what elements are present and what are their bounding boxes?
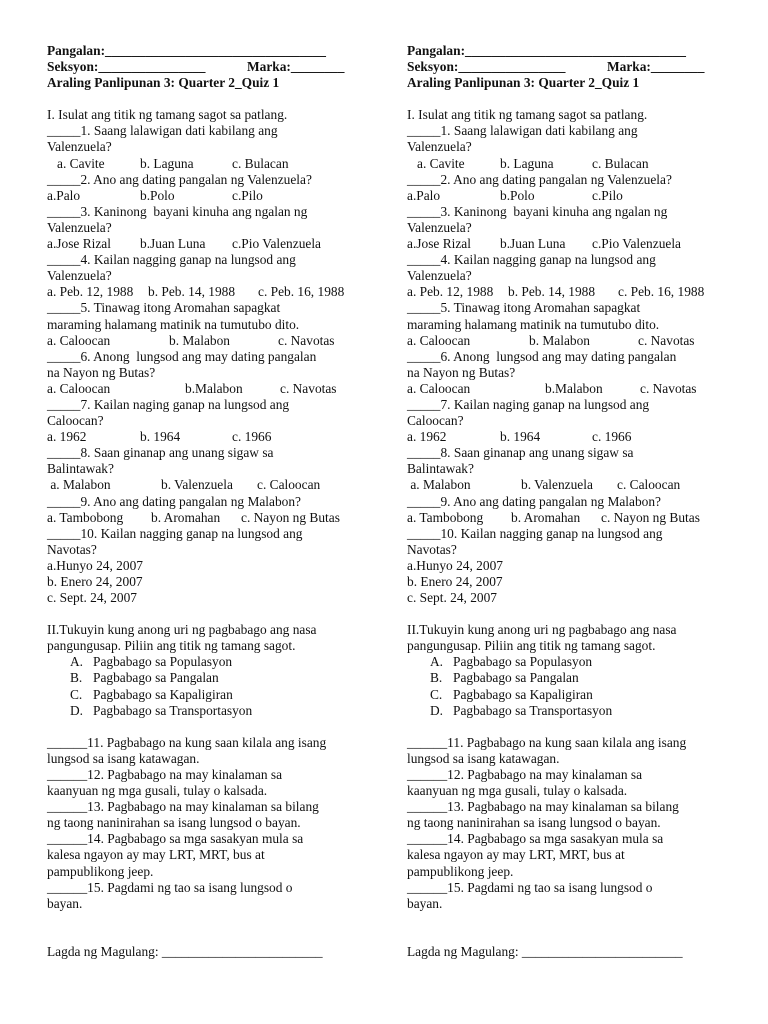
option: b. Laguna (500, 155, 554, 171)
option: a. Peb. 12, 1988 (407, 284, 494, 300)
part2-instruction: II.Tukuyin kung anong uri ng pagbabago ang nasa (47, 622, 317, 638)
choice-letter: C. (70, 686, 83, 702)
question-text: Balintawak? (407, 461, 474, 477)
option: b. 1964 (140, 429, 181, 445)
choice-text: Pagbabago sa Transportasyon (453, 702, 613, 718)
question-text: na Nayon ng Butas? (47, 364, 156, 380)
option: a. Malabon (47, 477, 111, 493)
option: a. Malabon (407, 477, 471, 493)
choice-letter: D. (70, 702, 84, 718)
name-line: Pangalan:_________________________________ (47, 43, 326, 58)
question-text: _____3. Kaninong bayani kinuha ang ngalan ng (47, 203, 308, 219)
option: a.Palo (407, 187, 441, 203)
question-text: kalesa ngayon ay may LRT, MRT, bus at (407, 847, 625, 863)
option: b. Peb. 14, 1988 (508, 284, 596, 300)
question-text: _____4. Kailan nagging ganap na lungsod ang (47, 252, 296, 268)
question-text: ______14. Pagbabago sa mga sasakyan mula sa (47, 831, 304, 847)
choice-item (407, 687, 737, 703)
question-text: ______12. Pagbabago na may kinalaman sa (407, 766, 643, 782)
option: b.Polo (500, 187, 535, 203)
option: c. Nayon ng Butas (601, 509, 700, 525)
option: b. Enero 24, 2007 (47, 574, 143, 589)
option: b. Aromahan (151, 509, 221, 525)
question-text: _____1. Saang lalawigan dati kabilang ang (407, 123, 638, 139)
question-text: _____3. Kaninong bayani kinuha ang ngalan ng (407, 203, 668, 219)
answer-options (407, 381, 737, 397)
option: a. 1962 (47, 429, 87, 445)
question-text: Navotas? (407, 541, 457, 557)
option: b. Laguna (140, 155, 194, 171)
choice-item (407, 703, 737, 719)
question-text: Balintawak? (47, 461, 114, 477)
option: c. 1966 (592, 429, 632, 445)
option: c. Navotas (638, 332, 695, 348)
choice-letter: B. (70, 670, 83, 686)
answer-options (407, 236, 737, 252)
option: b. Valenzuela (521, 477, 593, 493)
question-text: _____8. Saan ginanap ang unang sigaw sa (407, 445, 634, 461)
question-text: na Nayon ng Butas? (407, 364, 516, 380)
quiz-title: Araling Panlipunan 3: Quarter 2_Quiz 1 (407, 75, 640, 91)
question-text: _____6. Anong lungsod ang may dating pangalan (47, 348, 317, 364)
section-line: Seksyon:________________ (47, 59, 206, 75)
option: b. Aromahan (511, 509, 581, 525)
question-text: _____7. Kailan naging ganap na lungsod ang (47, 396, 290, 412)
answer-options (47, 429, 377, 445)
choice-text: Pagbabago sa Kapaligiran (453, 686, 593, 702)
answer-options (407, 333, 737, 349)
choice-letter: B. (430, 670, 443, 686)
section-line: Seksyon:________________ (407, 59, 566, 75)
section-grade-row (407, 59, 737, 75)
option: c. Navotas (280, 380, 337, 396)
question-text: Caloocan? (47, 413, 104, 429)
option: a.Hunyo 24, 2007 (407, 557, 503, 573)
answer-options (407, 156, 737, 172)
question-text: ______12. Pagbabago na may kinalaman sa (47, 766, 283, 782)
question-text: kaanyuan ng mga gusali, tulay o kalsada. (407, 783, 628, 799)
option: c.Pilo (232, 187, 263, 203)
choice-text: Pagbabago sa Pangalan (453, 670, 579, 686)
option: a.Palo (47, 187, 81, 203)
question-text: _____5. Tinawag itong Aromahan sapagkat (47, 300, 281, 316)
option: b.Malabon (545, 380, 603, 396)
option: c. Nayon ng Butas (241, 509, 340, 525)
option: a. Cavite (417, 155, 465, 171)
option: a. Peb. 12, 1988 (47, 284, 134, 300)
question-text: maraming halamang matinik na tumutubo dito. (407, 316, 660, 332)
option: b. Malabon (529, 332, 590, 348)
answer-options (47, 156, 377, 172)
choice-text: Pagbabago sa Populasyon (93, 654, 233, 670)
choice-text: Pagbabago sa Pangalan (93, 670, 219, 686)
question-text: ______11. Pagbabago na kung saan kilala ang isang (407, 734, 687, 750)
question-text: lungsod sa isang katawagan. (407, 750, 560, 766)
quiz-copy-right (407, 43, 737, 960)
question-text: bayan. (47, 895, 83, 911)
question-text: _____9. Ano ang dating pangalan ng Malabon? (47, 493, 301, 509)
question-text: ______13. Pagbabago na may kinalaman sa bilang (407, 799, 679, 815)
option: a. Caloocan (47, 332, 111, 348)
option: a. Tambobong (407, 509, 484, 525)
option: a.Hunyo 24, 2007 (47, 557, 143, 573)
question-text: _____10. Kailan nagging ganap na lungsod ang (407, 525, 663, 541)
option: a. Caloocan (407, 332, 471, 348)
question-text: _____8. Saan ginanap ang unang sigaw sa (47, 445, 274, 461)
answer-options (47, 333, 377, 349)
option: b. Enero 24, 2007 (407, 574, 503, 589)
option: b.Malabon (185, 380, 243, 396)
question-text: kaanyuan ng mga gusali, tulay o kalsada. (47, 783, 268, 799)
question-text: ______11. Pagbabago na kung saan kilala ang isang (47, 734, 327, 750)
choice-letter: C. (430, 686, 443, 702)
question-text: pampublikong jeep. (47, 863, 154, 879)
question-text: Valenzuela? (47, 139, 112, 155)
answer-options (407, 429, 737, 445)
option: a.Jose Rizal (47, 236, 111, 252)
option: c.Pio Valenzuela (232, 236, 321, 252)
option: c. Caloocan (617, 477, 681, 493)
question-text: pampublikong jeep. (407, 863, 514, 879)
answer-options (47, 510, 377, 526)
option: b.Juan Luna (500, 236, 566, 252)
choice-item (47, 670, 377, 686)
option: c. Navotas (640, 380, 697, 396)
question-text: _____1. Saang lalawigan dati kabilang ang (47, 123, 278, 139)
answer-options (407, 477, 737, 493)
part1-instruction: I. Isulat ang titik ng tamang sagot sa patlang. (407, 107, 648, 123)
option: b.Polo (140, 187, 175, 203)
parent-signature-line: Lagda ng Magulang: ________________________ (407, 943, 683, 959)
option: c. 1966 (232, 429, 272, 445)
option: a. Cavite (57, 155, 105, 171)
question-text: _____9. Ano ang dating pangalan ng Malabon? (407, 493, 661, 509)
question-text: ______15. Pagdami ng tao sa isang lungsod o (47, 879, 293, 895)
option: b. Malabon (169, 332, 230, 348)
answer-options (407, 188, 737, 204)
option: a. Caloocan (407, 380, 471, 396)
question-text: Valenzuela? (47, 268, 112, 284)
part2-instruction: pangungusap. Piliin ang titik ng tamang sagot. (47, 638, 296, 654)
option: b. Peb. 14, 1988 (148, 284, 236, 300)
part2-instruction: pangungusap. Piliin ang titik ng tamang sagot. (407, 638, 656, 654)
question-text: ng taong naninirahan sa isang lungsod o bayan. (47, 815, 301, 831)
question-text: ______14. Pagbabago sa mga sasakyan mula sa (407, 831, 664, 847)
question-text: _____4. Kailan nagging ganap na lungsod ang (407, 252, 656, 268)
question-text: Caloocan? (407, 413, 464, 429)
option: c.Pio Valenzuela (592, 236, 681, 252)
answer-options (47, 188, 377, 204)
question-text: lungsod sa isang katawagan. (47, 750, 200, 766)
option: c.Pilo (592, 187, 623, 203)
question-text: Valenzuela? (407, 219, 472, 235)
choice-text: Pagbabago sa Kapaligiran (93, 686, 233, 702)
question-text: _____5. Tinawag itong Aromahan sapagkat (407, 300, 641, 316)
choice-letter: A. (430, 654, 444, 670)
question-text: _____2. Ano ang dating pangalan ng Valenzuela? (407, 171, 672, 187)
option: c. Peb. 16, 1988 (258, 284, 345, 300)
option: c. Sept. 24, 2007 (407, 590, 498, 606)
option: a.Jose Rizal (407, 236, 471, 252)
option: a. Tambobong (47, 509, 124, 525)
question-text: Valenzuela? (47, 219, 112, 235)
choice-text: Pagbabago sa Transportasyon (93, 702, 253, 718)
section-grade-row (47, 59, 377, 75)
option: c. Navotas (278, 332, 335, 348)
choice-item (407, 670, 737, 686)
option: a. 1962 (407, 429, 447, 445)
choice-item (47, 703, 377, 719)
option: b.Juan Luna (140, 236, 206, 252)
option: b. Valenzuela (161, 477, 233, 493)
choice-item (407, 654, 737, 670)
quiz-copy-left (47, 43, 377, 960)
option: c. Bulacan (592, 155, 649, 171)
quiz-title: Araling Panlipunan 3: Quarter 2_Quiz 1 (47, 75, 280, 91)
choice-text: Pagbabago sa Populasyon (453, 654, 593, 670)
option: c. Sept. 24, 2007 (47, 590, 138, 606)
question-text: _____10. Kailan nagging ganap na lungsod ang (47, 525, 303, 541)
question-text: bayan. (407, 895, 443, 911)
choice-letter: D. (430, 702, 444, 718)
answer-options (407, 284, 737, 300)
option: b. 1964 (500, 429, 541, 445)
option: c. Bulacan (232, 155, 289, 171)
question-text: maraming halamang matinik na tumutubo dito. (47, 316, 300, 332)
option: c. Caloocan (257, 477, 321, 493)
parent-signature-line: Lagda ng Magulang: ________________________ (47, 943, 323, 959)
answer-options (47, 284, 377, 300)
answer-options (47, 477, 377, 493)
answer-options (407, 510, 737, 526)
grade-line: Marka:________ (607, 59, 705, 75)
choice-item (47, 654, 377, 670)
question-text: _____7. Kailan naging ganap na lungsod ang (407, 396, 650, 412)
grade-line: Marka:________ (247, 59, 345, 75)
part2-instruction: II.Tukuyin kung anong uri ng pagbabago ang nasa (407, 622, 677, 638)
question-text: _____6. Anong lungsod ang may dating pangalan (407, 348, 677, 364)
option: a. Caloocan (47, 380, 111, 396)
question-text: ______13. Pagbabago na may kinalaman sa bilang (47, 799, 319, 815)
question-text: _____2. Ano ang dating pangalan ng Valenzuela? (47, 171, 312, 187)
option: c. Peb. 16, 1988 (618, 284, 705, 300)
part1-instruction: I. Isulat ang titik ng tamang sagot sa patlang. (47, 107, 288, 123)
question-text: ______15. Pagdami ng tao sa isang lungsod o (407, 879, 653, 895)
answer-options (47, 236, 377, 252)
question-text: ng taong naninirahan sa isang lungsod o bayan. (407, 815, 661, 831)
question-text: kalesa ngayon ay may LRT, MRT, bus at (47, 847, 265, 863)
choice-letter: A. (70, 654, 84, 670)
name-line: Pangalan:_________________________________ (407, 43, 686, 58)
choice-item (47, 687, 377, 703)
answer-options (47, 381, 377, 397)
question-text: Valenzuela? (407, 139, 472, 155)
question-text: Navotas? (47, 541, 97, 557)
question-text: Valenzuela? (407, 268, 472, 284)
